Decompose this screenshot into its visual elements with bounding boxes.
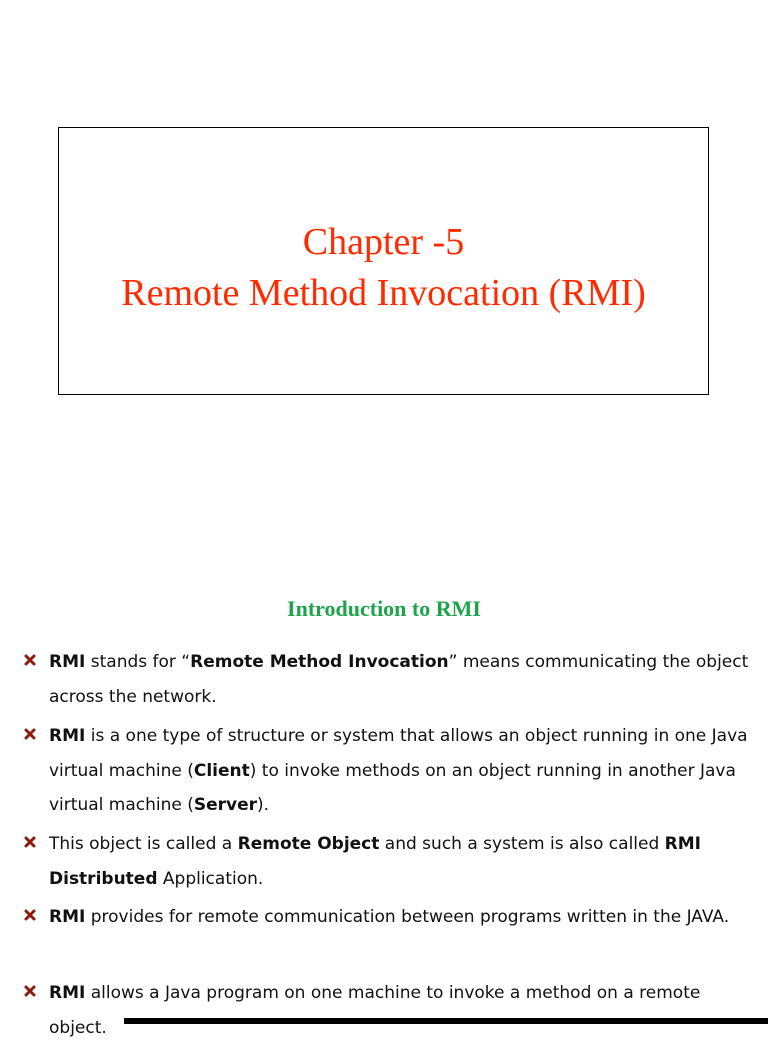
chapter-title-box (58, 127, 709, 395)
bullet-text-bold: Remote Object (237, 834, 380, 854)
bullet-text-run: ). (257, 795, 270, 815)
bullet-text-bold: Remote Method Invocation (190, 652, 449, 672)
bullet-text-run: is a one type of structure or system that allows an object running in one Java virtual machine ( (49, 726, 748, 781)
bullet-text-bold: RMI (49, 652, 86, 672)
bullet-text-run: This object is called a (49, 834, 238, 854)
chapter-number: Chapter -5 (302, 221, 465, 263)
cross-bullet-icon (23, 984, 37, 998)
bullet-text-bold: Client (193, 760, 250, 781)
bullet-text-bold: Server (193, 795, 258, 815)
bullet-text-bold: RMI (49, 983, 86, 1003)
bullet-text-run: ” means communicating the object across the network. (49, 652, 749, 707)
bullet-text-run: Application. (157, 868, 264, 889)
chapter-title: Remote Method Invocation (RMI) (121, 272, 646, 314)
bullet-text-run: and such a system is also called (379, 834, 665, 854)
cross-bullet-icon (23, 727, 37, 741)
bullet-text-bold: RMI (49, 726, 86, 746)
bullet-text (49, 645, 757, 714)
bullet-text-run: allows a Java program on one machine to invoke a method on a remote object. (49, 983, 701, 1038)
cross-bullet-icon (23, 653, 37, 667)
bullet-text-run: ) to invoke methods on an object running in another Java virtual machine ( (49, 760, 736, 815)
cross-bullet-icon (23, 835, 37, 849)
bullet-text-run: stands for “ (85, 652, 191, 672)
bullet-text-bold: RMI Distributed (49, 834, 702, 889)
bottom-rule (124, 1018, 768, 1024)
bullet-text (49, 900, 757, 935)
bullet-text (49, 976, 757, 1045)
bullet-text (49, 719, 757, 823)
bullet-text-run: provides for remote communication between programs written in the JAVA. (85, 907, 730, 927)
section-heading: Introduction to RMI (287, 596, 481, 621)
bullet-text (49, 827, 757, 896)
cross-bullet-icon (23, 908, 37, 922)
bullet-text-bold: RMI (49, 907, 86, 927)
